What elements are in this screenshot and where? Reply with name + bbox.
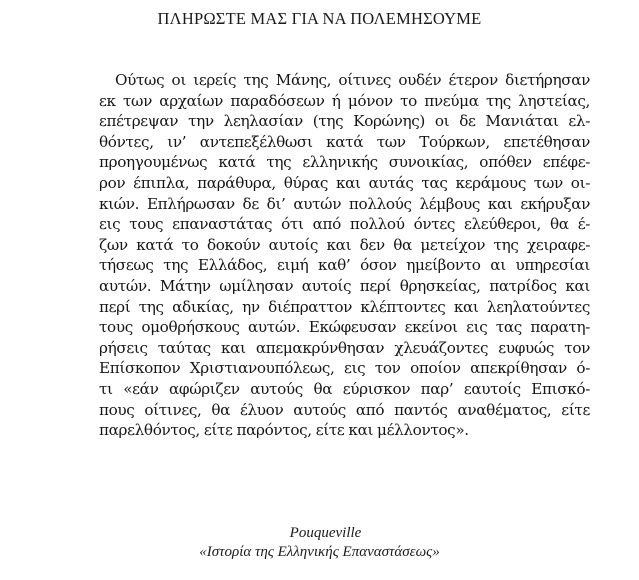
attribution-author: Pouqueville (289, 525, 362, 541)
paragraph-line: επέτρεψαν την λεηλασίαν (της Κορώνης) οι δε Μανιάται ελ- (99, 112, 590, 131)
attribution (0, 524, 639, 562)
paragraph-line: εκ των αρχαίων παραδόσεων ή μόνον το πνεύμα της ληστείας, (99, 91, 590, 110)
paragraph-line: κιών. Επλήρωσαν δε δι’ αυτών πολλούς λέμβους και εκήρυξαν (99, 194, 590, 213)
paragraph-line: ρήσεις ταύτας και απεμακρύνθησαν χλευάζοντες ευφυώς τον (99, 338, 590, 357)
paragraph-line: θόντες, ιν’ αντεπεξέλθωσι κατά των Τούρκων, επετέθησαν (99, 132, 590, 151)
paragraph-line: τι «εάν αφώριζεν αυτούς θα εύρισκον παρ’ εαυτοίς Επισκό- (99, 379, 590, 398)
paragraph-line: Επίσκοπον Χριστιανουπόλεως, εις τον οποίον απεκρίθησαν ό- (99, 359, 590, 378)
paragraph-line: προηγουμένως κατά της ελληνικής συνοικίας, οπόθεν επέφε- (99, 153, 590, 172)
paragraph-line: περί της αδικίας, ην διέπραττον κλέπτοντες και λεηλατούντες (99, 297, 590, 316)
paragraph-line: τήσεως της Ελλάδος, ειμή καθ’ όσον ημείβοντο αι υπηρεσίαι (99, 256, 590, 275)
paragraph-line: τους ομοθρήσκους αυτών. Εκώφευσαν εκείνοι εις τας παρατη- (99, 318, 590, 337)
page-title: ΠΛΗΡΩΣΤΕ ΜΑΣ ΓΙΑ ΝΑ ΠΟΛΕΜΗΣΟΥΜΕ (157, 9, 482, 28)
paragraph-line: αυτών. Μάτην ωμίλησαν αυτοίς περί θρησκείας, πατρίδος και (99, 276, 590, 295)
paragraph-line: ρον έπιπλα, παράθυρα, θύρας και αυτάς τας κεράμους των οι- (99, 173, 590, 192)
paragraph-line: ζων κατά το δοκούν αυτοίς και δεν θα μετείχον της χειραφε- (99, 235, 590, 254)
quote-paragraph (99, 70, 590, 441)
paragraph-line: εις τους επαναστάτας ότι από πολλού όντες ελεύθεροι, θα έ- (99, 215, 590, 234)
attribution-work-title: «Ιστορία της Ελληνικής Επαναστάσεως» (199, 544, 440, 560)
paragraph-line: πους οίτινες, θα έλυον αυτούς από παντός αναθέματος, είτε (99, 400, 590, 419)
paragraph-line: παρελθόντος, είτε παρόντος, είτε και μέλλοντος». (99, 421, 469, 440)
paragraph-line: Ούτως οι ιερείς της Μάνης, οίτινες ουδέν έτερον διετήρησαν (115, 71, 590, 89)
